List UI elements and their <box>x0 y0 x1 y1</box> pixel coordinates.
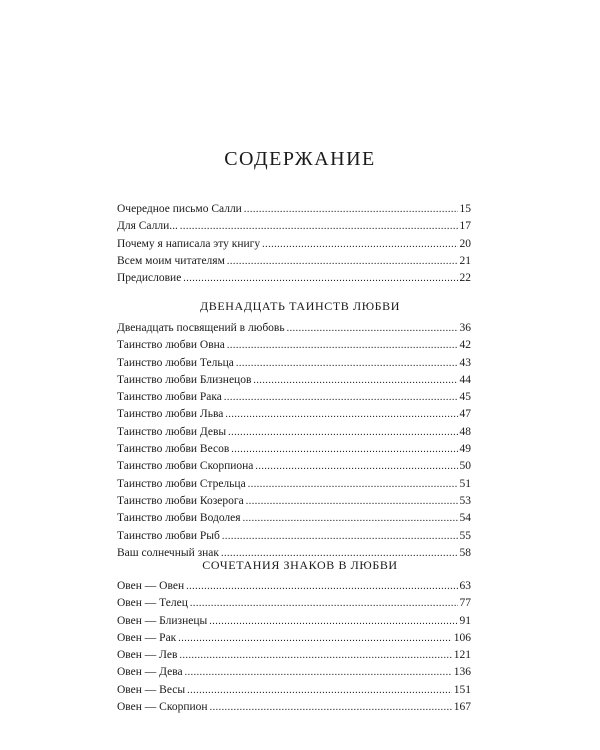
toc-entry-label: Таинство любви Водолея <box>117 512 241 525</box>
toc-entry-page: 53 <box>459 494 471 507</box>
toc-dot-leader <box>222 528 458 545</box>
toc-entry[interactable] <box>117 236 471 253</box>
toc-entry-page: 48 <box>459 425 471 438</box>
toc-dot-leader <box>248 476 458 493</box>
toc-dot-leader <box>209 613 457 630</box>
toc-entry-page: 45 <box>459 391 471 404</box>
toc-section-mysteries <box>117 320 471 562</box>
toc-dot-leader <box>227 253 458 270</box>
toc-dot-leader <box>210 699 452 716</box>
toc-entry[interactable] <box>117 355 471 372</box>
toc-dot-leader <box>227 337 458 354</box>
toc-entry[interactable] <box>117 528 471 545</box>
toc-entry-page: 55 <box>459 529 471 542</box>
section-title: СОЧЕТАНИЯ ЗНАКОВ В ЛЮБВИ <box>202 558 398 572</box>
toc-entry[interactable] <box>117 458 471 475</box>
toc-entry-label: Овен — Весы <box>117 683 186 696</box>
toc-entry-page: 136 <box>453 666 471 679</box>
toc-entry[interactable] <box>117 320 471 337</box>
toc-entry[interactable] <box>117 270 471 287</box>
toc-entry-label: Ваш солнечный знак <box>117 546 220 559</box>
toc-dot-leader <box>262 236 457 253</box>
toc-dot-leader <box>190 595 458 612</box>
toc-dot-leader <box>185 664 452 681</box>
toc-entry-page: 44 <box>459 373 471 386</box>
toc-entry-label: Таинство любви Близнецов <box>117 373 252 386</box>
toc-entry[interactable] <box>117 389 471 406</box>
toc-entry-label: Таинство любви Рыб <box>117 529 220 542</box>
toc-entry-page: 17 <box>459 220 471 233</box>
toc-entry-label: Овен — Дева <box>117 666 183 679</box>
toc-dot-leader <box>253 372 457 389</box>
toc-entry-label: Таинство любви Тельца <box>117 356 234 369</box>
toc-entry[interactable] <box>117 372 471 389</box>
toc-dot-leader <box>179 647 451 664</box>
toc-entry-page: 54 <box>459 512 471 525</box>
toc-dot-leader <box>180 218 458 235</box>
toc-entry-page: 167 <box>453 701 471 714</box>
page-title: СОДЕРЖАНИЕ <box>224 148 376 170</box>
toc-entry-page: 91 <box>459 614 471 627</box>
toc-entry[interactable] <box>117 218 471 235</box>
toc-entry-label: Таинство любви Стрельца <box>117 477 246 490</box>
toc-entry-label: Для Салли... <box>117 220 178 233</box>
toc-entry-label: Таинство любви Овна <box>117 339 225 352</box>
toc-entry[interactable] <box>117 510 471 527</box>
toc-dot-leader <box>225 406 457 423</box>
toc-entry[interactable] <box>117 699 471 716</box>
toc-entry[interactable] <box>117 664 471 681</box>
toc-entry[interactable] <box>117 253 471 270</box>
toc-entry[interactable] <box>117 613 471 630</box>
toc-entry[interactable] <box>117 406 471 423</box>
section-title: ДВЕНАДЦАТЬ ТАИНСТВ ЛЮБВИ <box>199 299 401 313</box>
toc-entry[interactable] <box>117 647 471 664</box>
toc-dot-leader <box>243 510 458 527</box>
toc-dot-leader <box>228 424 457 441</box>
toc-entry-page: 22 <box>459 272 471 285</box>
toc-entry-label: Овен — Близнецы <box>117 614 208 627</box>
toc-entry-page: 47 <box>459 408 471 421</box>
toc-entry-page: 63 <box>459 580 471 592</box>
toc-dot-leader <box>178 630 451 647</box>
toc-entry-label: Таинство любви Весов <box>117 443 230 456</box>
toc-entry-label: Овен — Лев <box>117 649 178 662</box>
toc-entry[interactable] <box>117 476 471 493</box>
toc-entry-page: 49 <box>459 443 471 456</box>
toc-entry-label: Овен — Овен <box>117 580 185 592</box>
toc-entry-page: 50 <box>459 460 471 473</box>
toc-entry-label: Таинство любви Девы <box>117 425 227 438</box>
toc-dot-leader <box>231 441 457 458</box>
toc-entry-page: 21 <box>459 254 471 267</box>
toc-entry-page: 58 <box>459 546 471 559</box>
toc-entry-page: 106 <box>453 631 471 644</box>
toc-entry[interactable] <box>117 337 471 354</box>
toc-section-combinations <box>117 578 471 716</box>
toc-front-matter <box>117 201 471 287</box>
toc-dot-leader <box>244 201 458 218</box>
toc-entry-page: 121 <box>453 649 471 662</box>
toc-entry-label: Овен — Скорпион <box>117 701 208 714</box>
toc-entry[interactable] <box>117 595 471 612</box>
toc-entry-label: Двенадцать посвящений в любовь <box>117 322 285 334</box>
toc-entry[interactable] <box>117 493 471 510</box>
toc-entry-label: Таинство любви Льва <box>117 408 224 421</box>
toc-entry-label: Почему я написала эту книгу <box>117 237 261 250</box>
toc-entry-label: Всем моим читателям <box>117 254 225 267</box>
toc-dot-leader <box>183 270 457 287</box>
toc-entry[interactable] <box>117 630 471 647</box>
toc-entry-label: Овен — Рак <box>117 631 177 644</box>
toc-dot-leader <box>287 320 458 337</box>
toc-entry-label: Предисловие <box>117 272 182 285</box>
toc-entry[interactable] <box>117 201 471 218</box>
toc-entry-page: 42 <box>459 339 471 352</box>
toc-entry-page: 151 <box>453 683 471 696</box>
toc-dot-leader <box>187 682 452 699</box>
toc-entry-label: Очередное письмо Салли <box>117 203 242 215</box>
toc-dot-leader <box>236 355 458 372</box>
toc-entry-label: Овен — Телец <box>117 597 188 610</box>
toc-entry[interactable] <box>117 441 471 458</box>
toc-entry-page: 43 <box>459 356 471 369</box>
toc-entry-page: 77 <box>459 597 471 610</box>
toc-entry-label: Таинство любви Скорпиона <box>117 460 254 473</box>
toc-entry[interactable] <box>117 682 471 699</box>
toc-entry[interactable] <box>117 424 471 441</box>
toc-entry-label: Таинство любви Рака <box>117 391 222 404</box>
toc-dot-leader <box>186 578 457 595</box>
toc-dot-leader <box>224 389 458 406</box>
toc-dot-leader <box>246 493 458 510</box>
toc-entry-page: 15 <box>459 203 471 215</box>
toc-entry-page: 51 <box>459 477 471 490</box>
toc-entry[interactable] <box>117 578 471 595</box>
toc-entry-page: 36 <box>459 322 471 334</box>
toc-entry-page: 20 <box>459 237 471 250</box>
toc-dot-leader <box>255 458 457 475</box>
toc-entry-label: Таинство любви Козерога <box>117 494 244 507</box>
